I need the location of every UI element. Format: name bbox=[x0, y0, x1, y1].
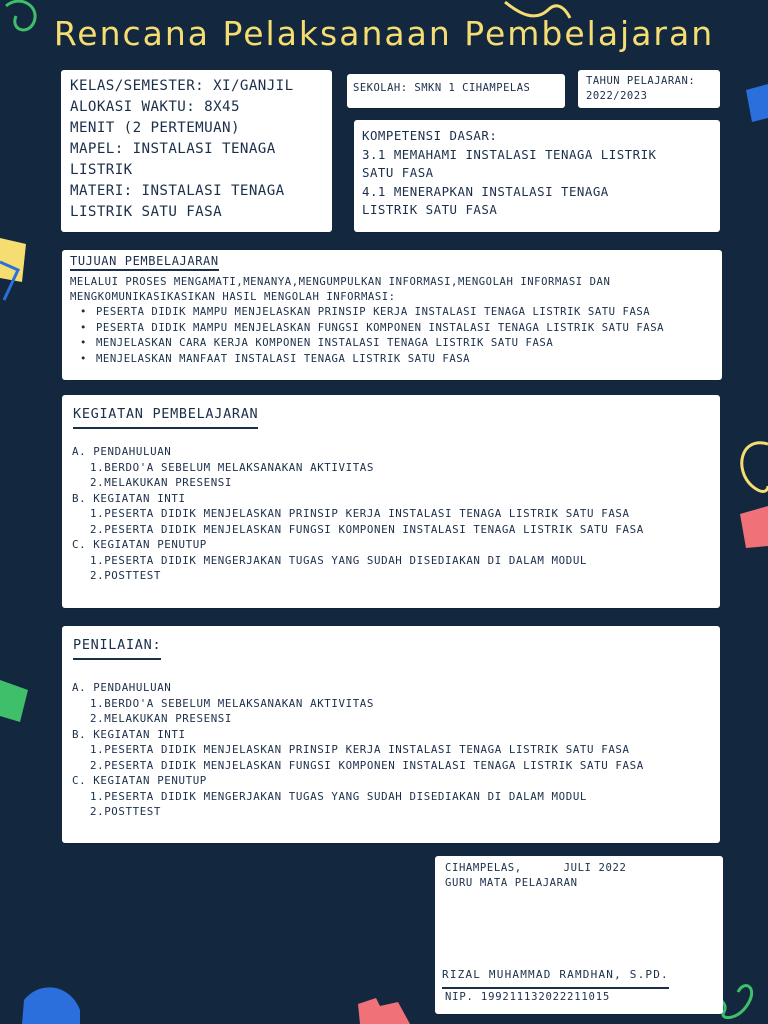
class-info-line: LISTRIK bbox=[70, 162, 133, 178]
learning-activities-card bbox=[62, 395, 720, 608]
bullet-icon: • bbox=[80, 306, 87, 319]
bullet-icon: • bbox=[80, 352, 87, 365]
list-subitem: 1.PESERTA DIDIK MENJELASKAN PRINSIP KERJA INSTALASI TENAGA LISTRIK SATU FASA bbox=[90, 743, 630, 756]
objective-text: MENJELASKAN MANFAAT INSTALASI TENAGA LISTRIK SATU FASA bbox=[96, 352, 471, 365]
list-item: A. PENDAHULUAN bbox=[72, 681, 172, 694]
list-subitem: 2.PESERTA DIDIK MENJELASKAN FUNGSI KOMPONEN INSTALASI TENAGA LISTRIK SATU FASA bbox=[90, 758, 644, 772]
list-subitem: 1.PESERTA DIDIK MENJELASKAN PRINSIP KERJA INSTALASI TENAGA LISTRIK SATU FASA bbox=[90, 507, 630, 520]
list-subitem: 2.MELAKUKAN PRESENSI bbox=[90, 476, 233, 489]
list-item: B. KEGIATAN INTI bbox=[72, 727, 186, 741]
assessment-list bbox=[72, 680, 710, 820]
objective-text: PESERTA DIDIK MAMPU MENJELASKAN FUNGSI KOMPONEN INSTALASI TENAGA LISTRIK SATU FASA bbox=[96, 321, 665, 334]
school-name: SEKOLAH: SMKN 1 CIHAMPELAS bbox=[353, 82, 531, 94]
competency-card bbox=[354, 120, 720, 232]
list-subitem: 2.POSTTEST bbox=[90, 569, 162, 582]
green-block-left bbox=[0, 680, 28, 722]
academic-year-label: TAHUN PELAJARAN: bbox=[586, 75, 696, 87]
list-item bbox=[70, 336, 714, 352]
list-subitem: 1.BERDO'A SEBELUM MELAKSANAKAN AKTIVITAS bbox=[90, 460, 375, 474]
bullet-icon: • bbox=[80, 337, 87, 350]
learning-activities-list bbox=[72, 444, 710, 584]
teacher-name: RIZAL MUHAMMAD RAMDHAN, S.PD. bbox=[442, 968, 669, 989]
list-subitem: 2.MELAKUKAN PRESENSI bbox=[90, 712, 233, 725]
competency-line: 4.1 MENERAPKAN INSTALASI TENAGA bbox=[362, 183, 609, 199]
school-card bbox=[347, 74, 565, 108]
list-item: B. KEGIATAN INTI bbox=[72, 491, 186, 505]
blue-shape-bottom bbox=[22, 987, 80, 1024]
signature-place-date: CIHAMPELAS, JULI 2022 bbox=[445, 862, 627, 874]
learning-objectives-card bbox=[62, 250, 722, 380]
competency-line: LISTRIK SATU FASA bbox=[362, 202, 498, 217]
pink-block-right bbox=[740, 506, 768, 548]
academic-year-value: 2022/2023 bbox=[586, 90, 648, 102]
yellow-block-left bbox=[0, 238, 26, 282]
teacher-nip: NIP. 199211132022211015 bbox=[445, 991, 611, 1003]
pink-shape-bottom bbox=[358, 998, 410, 1024]
class-info-line: KELAS/SEMESTER: XI/GANJIL bbox=[70, 78, 294, 94]
list-item bbox=[70, 305, 714, 321]
competency-line: 3.1 MEMAHAMI INSTALASI TENAGA LISTRIK bbox=[362, 146, 657, 162]
list-subitem: 1.BERDO'A SEBELUM MELAKSANAKAN AKTIVITAS bbox=[90, 696, 375, 710]
objective-text: PESERTA DIDIK MAMPU MENJELASKAN PRINSIP KERJA INSTALASI TENAGA LISTRIK SATU FASA bbox=[96, 306, 651, 319]
learning-activities-heading: KEGIATAN PEMBELAJARAN bbox=[73, 406, 258, 429]
list-item bbox=[70, 352, 714, 368]
class-info-line: LISTRIK SATU FASA bbox=[70, 204, 223, 220]
list-subitem: 2.PESERTA DIDIK MENJELASKAN FUNGSI KOMPONEN INSTALASI TENAGA LISTRIK SATU FASA bbox=[90, 522, 644, 536]
objective-text: MENJELASKAN CARA KERJA KOMPONEN INSTALASI TENAGA LISTRIK SATU FASA bbox=[96, 337, 554, 350]
competency-heading: KOMPETENSI DASAR: bbox=[362, 128, 498, 143]
competency-line: SATU FASA bbox=[362, 165, 434, 180]
blue-block-right bbox=[746, 84, 768, 122]
class-info-card bbox=[61, 70, 332, 232]
class-info-line: MAPEL: INSTALASI TENAGA bbox=[70, 141, 276, 157]
class-info-line: MATERI: INSTALASI TENAGA bbox=[70, 183, 285, 199]
class-info-line: ALOKASI WAKTU: 8X45 bbox=[70, 99, 240, 115]
learning-objectives-heading: TUJUAN PEMBELAJARAN bbox=[70, 254, 219, 271]
list-item: C. KEGIATAN PENUTUP bbox=[72, 774, 207, 787]
assessment-card bbox=[62, 626, 720, 843]
learning-objectives-intro: MELALUI PROSES MENGAMATI,MENANYA,MENGUMPULKAN INFORMASI,MENGOLAH INFORMASI DAN MENGKOMUNIKASIKASIKAN HASIL MENGOLAH INFORMASI: bbox=[70, 276, 611, 303]
assessment-heading: PENILAIAN: bbox=[73, 637, 161, 660]
list-item: C. KEGIATAN PENUTUP bbox=[72, 538, 207, 551]
bullet-icon: • bbox=[80, 321, 87, 334]
signature-role: GURU MATA PELAJARAN bbox=[445, 876, 578, 889]
list-item: A. PENDAHULUAN bbox=[72, 445, 172, 458]
class-info-line: MENIT (2 PERTEMUAN) bbox=[70, 120, 240, 136]
list-subitem: 1.PESERTA DIDIK MENGERJAKAN TUGAS YANG SUDAH DISEDIAKAN DI DALAM MODUL bbox=[90, 553, 588, 567]
signature-card bbox=[435, 856, 723, 1014]
yellow-loop-right bbox=[742, 443, 768, 492]
list-subitem: 1.PESERTA DIDIK MENGERJAKAN TUGAS YANG SUDAH DISEDIAKAN DI DALAM MODUL bbox=[90, 789, 588, 803]
list-item bbox=[70, 321, 714, 337]
learning-objectives-list bbox=[70, 305, 714, 367]
list-subitem: 2.POSTTEST bbox=[90, 805, 162, 818]
page-title: Rencana Pelaksanaan Pembelajaran bbox=[53, 14, 715, 53]
academic-year-card bbox=[578, 70, 720, 108]
